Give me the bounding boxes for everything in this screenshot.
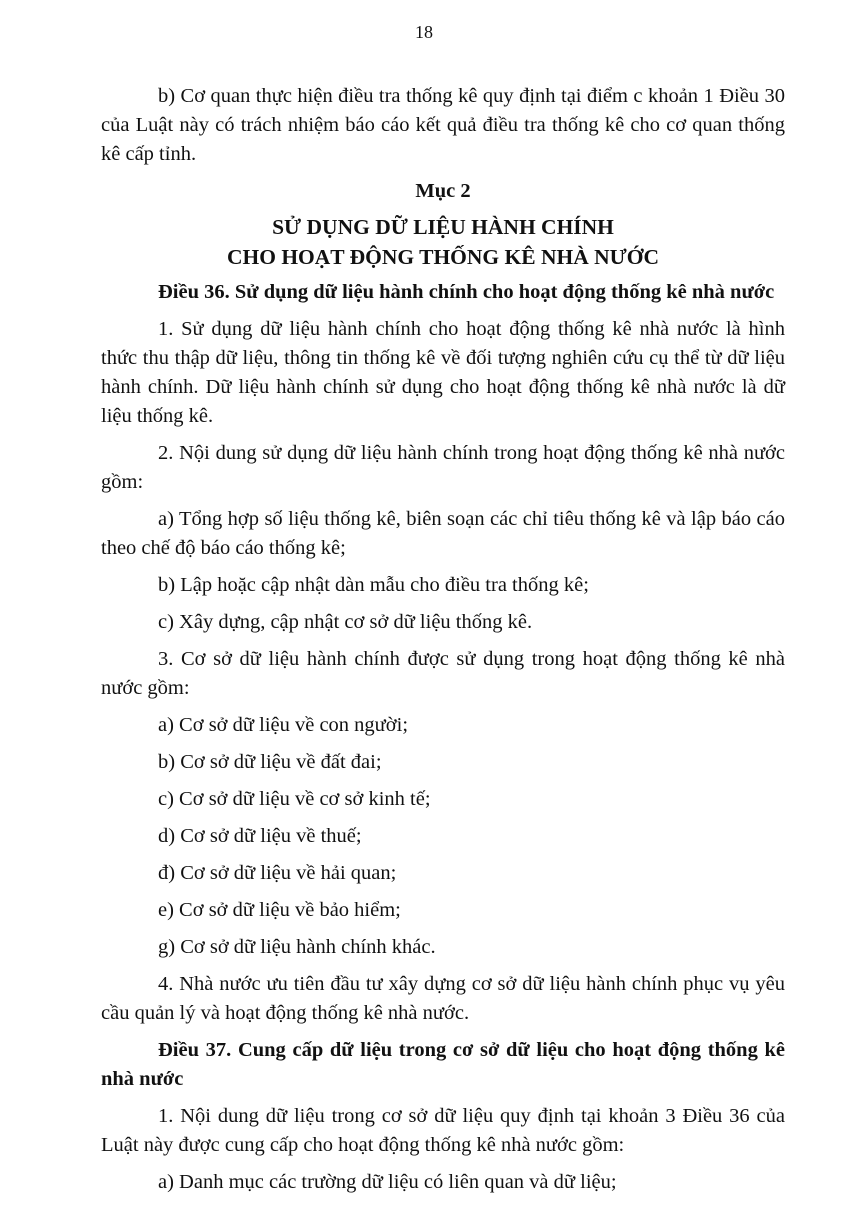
- section-title-line-1: SỬ DỤNG DỮ LIỆU HÀNH CHÍNH: [272, 215, 614, 239]
- article-37-clause-1: 1. Nội dung dữ liệu trong cơ sở dữ liệu quy định tại khoản 3 Điều 36 của Luật này được cung cấp cho hoạt động thống kê nhà nước gồm:: [101, 1105, 785, 1156]
- section-label: Mục 2: [415, 180, 471, 202]
- list-item: g) Cơ sở dữ liệu hành chính khác.: [158, 936, 436, 958]
- list-item: c) Xây dựng, cập nhật cơ sở dữ liệu thống kê.: [158, 611, 533, 633]
- list-item: a) Danh mục các trường dữ liệu có liên quan và dữ liệu;: [158, 1171, 617, 1193]
- article-36-clause-3: 3. Cơ sở dữ liệu hành chính được sử dụng trong hoạt động thống kê nhà nước gồm:: [101, 648, 785, 699]
- article-37-title: Điều 37. Cung cấp dữ liệu trong cơ sở dữ liệu cho hoạt động thống kê nhà nước: [101, 1039, 785, 1090]
- list-item: b) Lập hoặc cập nhật dàn mẫu cho điều tra thống kê;: [158, 574, 589, 596]
- list-item: a) Cơ sở dữ liệu về con người;: [158, 714, 409, 736]
- list-item: a) Tổng hợp số liệu thống kê, biên soạn các chỉ tiêu thống kê và lập báo cáo theo chế độ báo cáo thống kê;: [101, 508, 785, 559]
- article-36-title: Điều 36. Sử dụng dữ liệu hành chính cho hoạt động thống kê nhà nước: [158, 281, 775, 303]
- list-item: e) Cơ sở dữ liệu về bảo hiểm;: [158, 899, 401, 921]
- list-item: b) Cơ sở dữ liệu về đất đai;: [158, 751, 382, 773]
- page-number: 18: [415, 22, 433, 42]
- list-item: c) Cơ sở dữ liệu về cơ sở kinh tế;: [158, 788, 431, 810]
- article-36-clause-2: 2. Nội dung sử dụng dữ liệu hành chính trong hoạt động thống kê nhà nước gồm:: [101, 442, 785, 493]
- article-36-clause-4: 4. Nhà nước ưu tiên đầu tư xây dựng cơ sở dữ liệu hành chính phục vụ yêu cầu quản lý và hoạt động thống kê nhà nước.: [101, 973, 785, 1024]
- intro-paragraph: b) Cơ quan thực hiện điều tra thống kê quy định tại điểm c khoản 1 Điều 30 của Luật này có trách nhiệm báo cáo kết quả điều tra thống kê cho cơ quan thống kê cấp tỉnh.: [101, 85, 785, 165]
- section-title-line-2: CHO HOẠT ĐỘNG THỐNG KÊ NHÀ NƯỚC: [226, 245, 660, 269]
- article-36-clause-1: 1. Sử dụng dữ liệu hành chính cho hoạt động thống kê nhà nước là hình thức thu thập dữ liệu, thông tin thống kê về đối tượng nghiên cứu cụ thể từ dữ liệu hành chính. Dữ liệu hành chính sử dụng cho hoạt động thống kê nhà nước là dữ liệu thống kê.: [101, 318, 785, 427]
- document-body: [101, 82, 785, 1205]
- list-item: d) Cơ sở dữ liệu về thuế;: [158, 825, 362, 847]
- list-item: đ) Cơ sở dữ liệu về hải quan;: [158, 862, 397, 884]
